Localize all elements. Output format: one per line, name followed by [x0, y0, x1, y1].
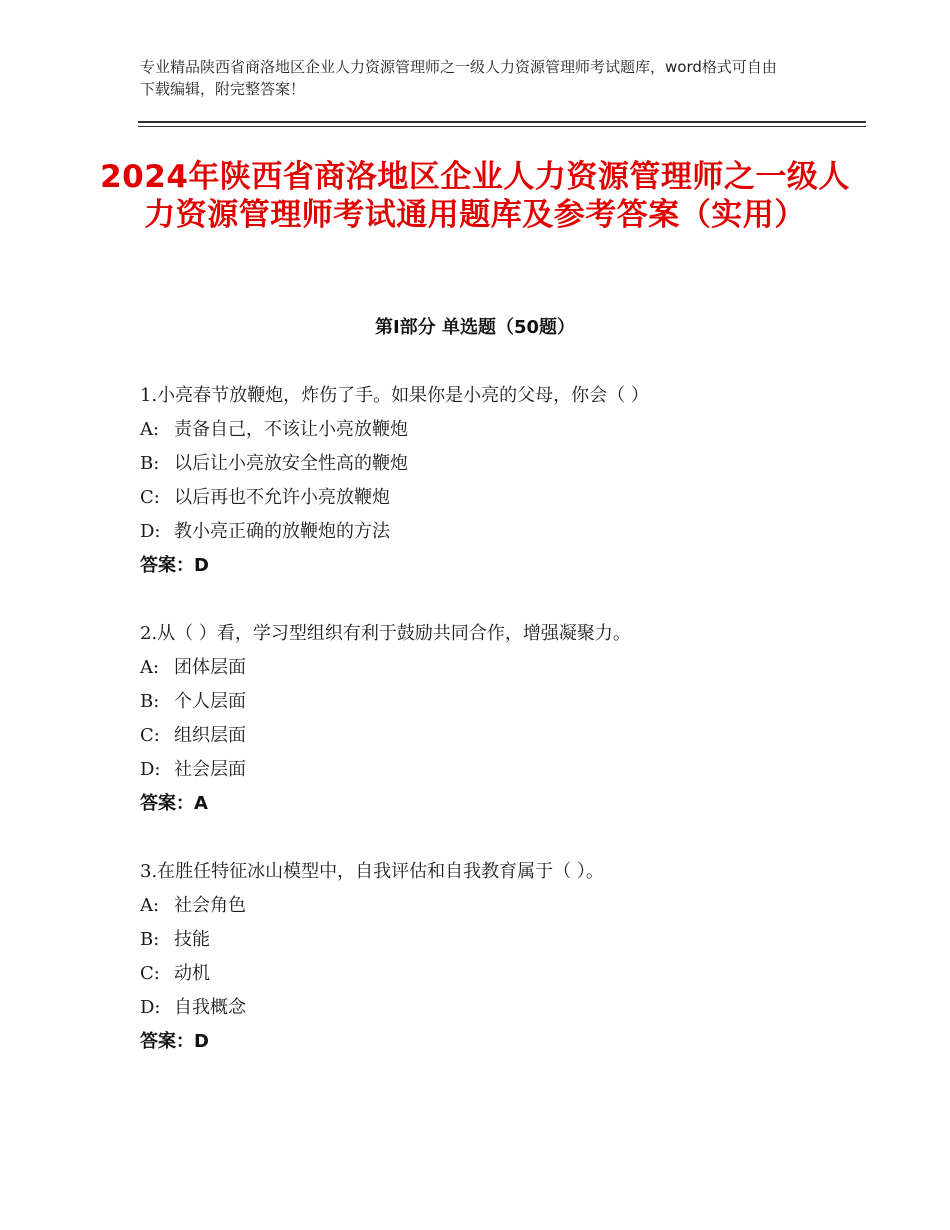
question-block — [140, 860, 880, 1064]
answer-line: 答案：D — [140, 555, 209, 576]
question-stem: 2.从（ ）看，学习型组织有利于鼓励共同合作，增强凝聚力。 — [140, 623, 631, 644]
option-b — [140, 690, 880, 724]
option-text: 个人层面 — [174, 691, 246, 712]
option-key: C: — [140, 963, 160, 984]
question-block — [140, 384, 880, 588]
option-text: 以后再也不允许小亮放鞭炮 — [174, 487, 390, 508]
option-a — [140, 656, 880, 690]
option-key: A: — [140, 895, 160, 916]
option-text: 自我概念 — [174, 997, 246, 1018]
option-text: 以后让小亮放安全性高的鞭炮 — [174, 453, 408, 474]
option-key: B: — [140, 453, 160, 474]
option-c — [140, 962, 880, 996]
option-key: D: — [140, 521, 161, 542]
option-text: 社会层面 — [174, 759, 246, 780]
document-title: 2024年陕西省商洛地区企业人力资源管理师之一级人力资源管理师考试通用题库及参考答案（实用） — [100, 159, 850, 233]
option-text: 动机 — [174, 963, 210, 984]
option-text: 责备自己，不该让小亮放鞭炮 — [174, 419, 408, 440]
option-text: 组织层面 — [174, 725, 246, 746]
section-heading: 第Ⅰ部分 单选题（50题） — [374, 317, 575, 338]
answer-line: 答案：A — [140, 793, 208, 814]
option-d — [140, 758, 880, 792]
option-text: 技能 — [174, 929, 210, 950]
answer-line: 答案：D — [140, 1031, 209, 1052]
option-c — [140, 486, 880, 520]
option-d — [140, 996, 880, 1030]
option-key: C: — [140, 725, 160, 746]
question-stem: 3.在胜任特征冰山模型中，自我评估和自我教育属于（ ）。 — [140, 861, 604, 882]
option-key: A: — [140, 419, 160, 440]
document-header-note: 专业精品陕西省商洛地区企业人力资源管理师之一级人力资源管理师考试题库，word格式可自由下载编辑，附完整答案！ — [140, 58, 777, 98]
option-text: 团体层面 — [174, 657, 246, 678]
option-key: A: — [140, 657, 160, 678]
option-a — [140, 894, 880, 928]
option-text: 社会角色 — [174, 895, 246, 916]
option-text: 教小亮正确的放鞭炮的方法 — [174, 521, 390, 542]
question-block — [140, 622, 880, 826]
option-a — [140, 418, 880, 452]
option-key: D: — [140, 759, 161, 780]
option-key: B: — [140, 691, 160, 712]
option-c — [140, 724, 880, 758]
option-b — [140, 928, 880, 962]
option-d — [140, 520, 880, 554]
question-stem: 1.小亮春节放鞭炮，炸伤了手。如果你是小亮的父母，你会（ ） — [140, 385, 649, 406]
option-key: C: — [140, 487, 160, 508]
option-key: B: — [140, 929, 160, 950]
header-divider-thick — [138, 121, 866, 123]
option-b — [140, 452, 880, 486]
header-divider-thin — [138, 126, 866, 127]
option-key: D: — [140, 997, 161, 1018]
